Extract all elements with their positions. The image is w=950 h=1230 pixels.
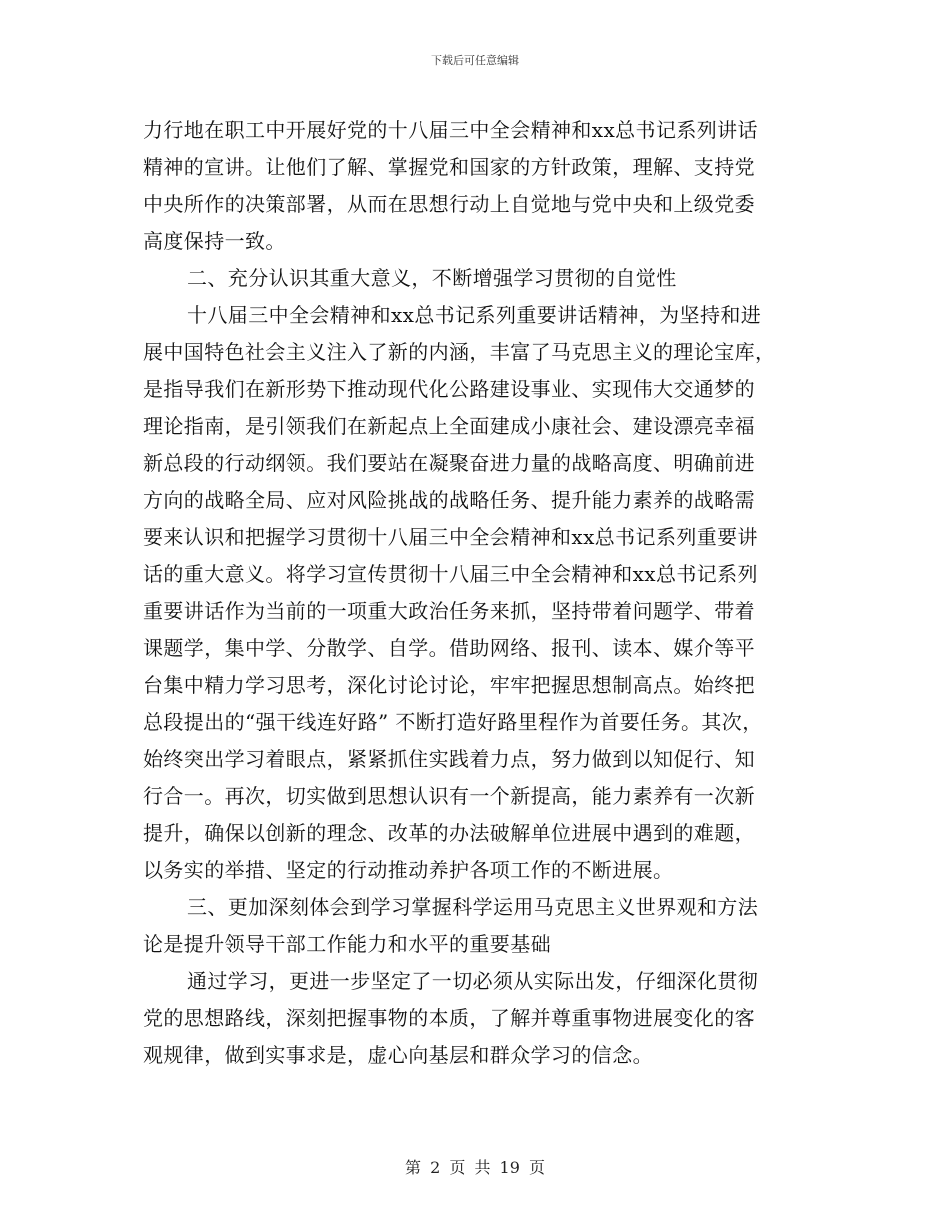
paragraph-start: 十八届三中全会精神和xx总书记系列重要讲话精神，为坚持和进: [187, 303, 762, 327]
text-line: 课题学，集中学、分散学、自学。借助网络、报刊、读本、媒介等平: [143, 636, 755, 660]
text-line: 总段提出的“强干线连好路” 不断打造好路里程作为首要任务。其次，: [143, 710, 763, 734]
text-line: 是指导我们在新形势下推动现代化公路建设事业、实现伟大交通梦的: [143, 377, 755, 401]
text-line: 力行地在职工中开展好党的十八届三中全会精神和xx总书记系列讲话: [143, 118, 758, 142]
text-line: 始终突出学习着眼点，紧紧抓住实践着力点，努力做到以知促行、知: [143, 747, 755, 771]
text-line: 话的重大意义。将学习宣传贯彻十八届三中全会精神和xx总书记系列: [143, 562, 758, 586]
text-line: 论是提升领导干部工作能力和水平的重要基础: [143, 932, 551, 956]
page-header: 下载后可任意编辑: [431, 54, 519, 67]
text-line: 台集中精力学习思考，深化讨论讨论，牢牢把握思想制高点。始终把: [143, 673, 755, 697]
document-body: [143, 112, 813, 1074]
text-line: 高度保持一致。: [143, 229, 286, 253]
text-line: 理论指南，是引领我们在新起点上全面建成小康社会、建设漂亮幸福: [143, 414, 755, 438]
page-number: 第 2 页 共 19 页: [405, 1158, 545, 1177]
text-line: 以务实的举措、坚定的行动推动养护各项工作的不断进展。: [143, 858, 674, 882]
text-line: 要来认识和把握学习贯彻十八届三中全会精神和xx总书记系列重要讲: [143, 525, 758, 549]
text-line: 方向的战略全局、应对风险挑战的战略任务、提升能力素养的战略需: [143, 488, 755, 512]
text-line: 观规律，做到实事求是，虚心向基层和群众学习的信念。: [143, 1043, 653, 1067]
text-line: 党的思想路线，深刻把握事物的本质，了解并尊重事物进展变化的客: [143, 1006, 755, 1030]
text-line: 重要讲话作为当前的一项重大政治任务来抓，坚持带着问题学、带着: [143, 599, 755, 623]
section-heading-2: 二、充分认识其重大意义，不断增强学习贯彻的自觉性: [187, 266, 677, 290]
text-line: 提升，确保以创新的理念、改革的办法破解单位进展中遇到的难题，: [143, 821, 755, 845]
text-line: 行合一。再次，切实做到思想认识有一个新提高，能力素养有一次新: [143, 784, 755, 808]
paragraph-start: 通过学习，更进一步坚定了一切必须从实际出发，仔细深化贯彻: [187, 969, 759, 993]
text-line: 新总段的行动纲领。我们要站在凝聚奋进力量的战略高度、明确前进: [143, 451, 755, 475]
text-line: 中央所作的决策部署，从而在思想行动上自觉地与党中央和上级党委: [143, 192, 755, 216]
text-line: 精神的宣讲。让他们了解、掌握党和国家的方针政策，理解、支持党: [143, 155, 755, 179]
section-heading-3: 三、更加深刻体会到学习掌握科学运用马克思主义世界观和方法: [187, 895, 759, 919]
text-line: 展中国特色社会主义注入了新的内涵，丰富了马克思主义的理论宝库，: [143, 340, 776, 364]
